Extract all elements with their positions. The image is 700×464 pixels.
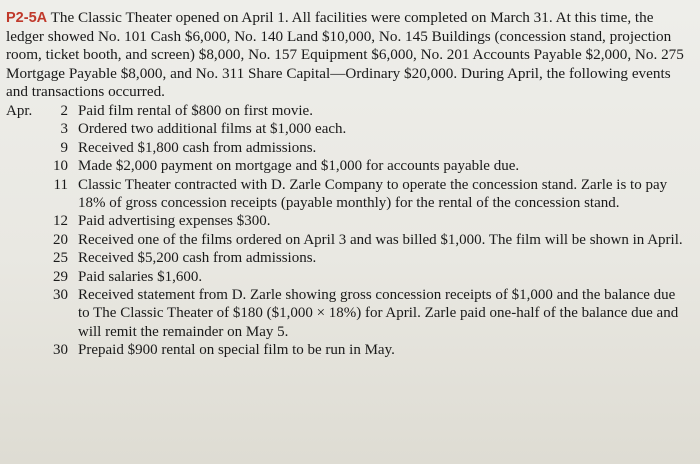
event-row [6, 212, 688, 230]
event-text: Received statement from D. Zarle showing gross concession receipts of $1,000 and the balance due to The Classic Theater of $180 ($1,000 × 18%) for April. Zarle paid one-half of the balance due and will remit the remainder on May 5. [78, 287, 679, 340]
event-day: 11 [53, 176, 68, 193]
event-text: Ordered two additional films at $1,000 each. [78, 121, 347, 138]
event-text: Classic Theater contracted with D. Zarle Company to operate the concession stand. Zarle is to pay 18% of gross concession receipts (payable monthly) for the rental of the concession stand. [78, 176, 668, 211]
event-row [6, 268, 688, 286]
event-list [6, 102, 688, 360]
event-text: Received $1,800 cash from admissions. [78, 139, 317, 156]
event-text: Received $5,200 cash from admissions. [78, 250, 317, 267]
event-day: 10 [53, 158, 68, 175]
event-day: 12 [53, 213, 68, 230]
problem-intro [6, 9, 688, 102]
event-day: 30 [53, 287, 68, 304]
event-text: Prepaid $900 rental on special film to be run in May. [78, 342, 395, 359]
event-text: Made $2,000 payment on mortgage and $1,000 for accounts payable due. [78, 158, 520, 175]
event-day: 30 [53, 342, 68, 359]
event-month: Apr. [6, 102, 33, 119]
event-row [6, 120, 688, 138]
event-row [6, 176, 688, 213]
event-row [6, 341, 688, 359]
event-row [6, 231, 688, 249]
event-day: 29 [53, 268, 68, 285]
event-day: 9 [60, 139, 68, 156]
event-text: Received one of the films ordered on April 3 and was billed $1,000. The film will be shown in April. [78, 231, 683, 248]
problem-intro-text: The Classic Theater opened on April 1. All facilities were completed on March 31. At this time, the ledger showed No. 101 Cash $6,000, No. 140 Land $10,000, No. 145 Buildings (concession stand, projection room, ticket booth, and screen) $8,000, No. 157 Equipment $6,000, No. 201 Accounts Payable $2,000, No. 275 Mortgage Payable $8,000, and No. 311 Share Capital—Ordinary $20,000. During April, the following events and transactions occurred. [6, 9, 684, 101]
event-row [6, 157, 688, 175]
event-day: 20 [53, 231, 68, 248]
event-row [6, 139, 688, 157]
event-day: 2 [60, 102, 68, 119]
event-row [6, 286, 688, 341]
event-text: Paid film rental of $800 on first movie. [78, 102, 313, 119]
event-row [6, 102, 688, 120]
event-text: Paid advertising expenses $300. [78, 213, 271, 230]
event-day: 25 [53, 250, 68, 267]
event-row [6, 249, 688, 267]
problem-id: P2-5A [6, 10, 48, 26]
event-text: Paid salaries $1,600. [78, 268, 203, 285]
event-day: 3 [60, 121, 68, 138]
